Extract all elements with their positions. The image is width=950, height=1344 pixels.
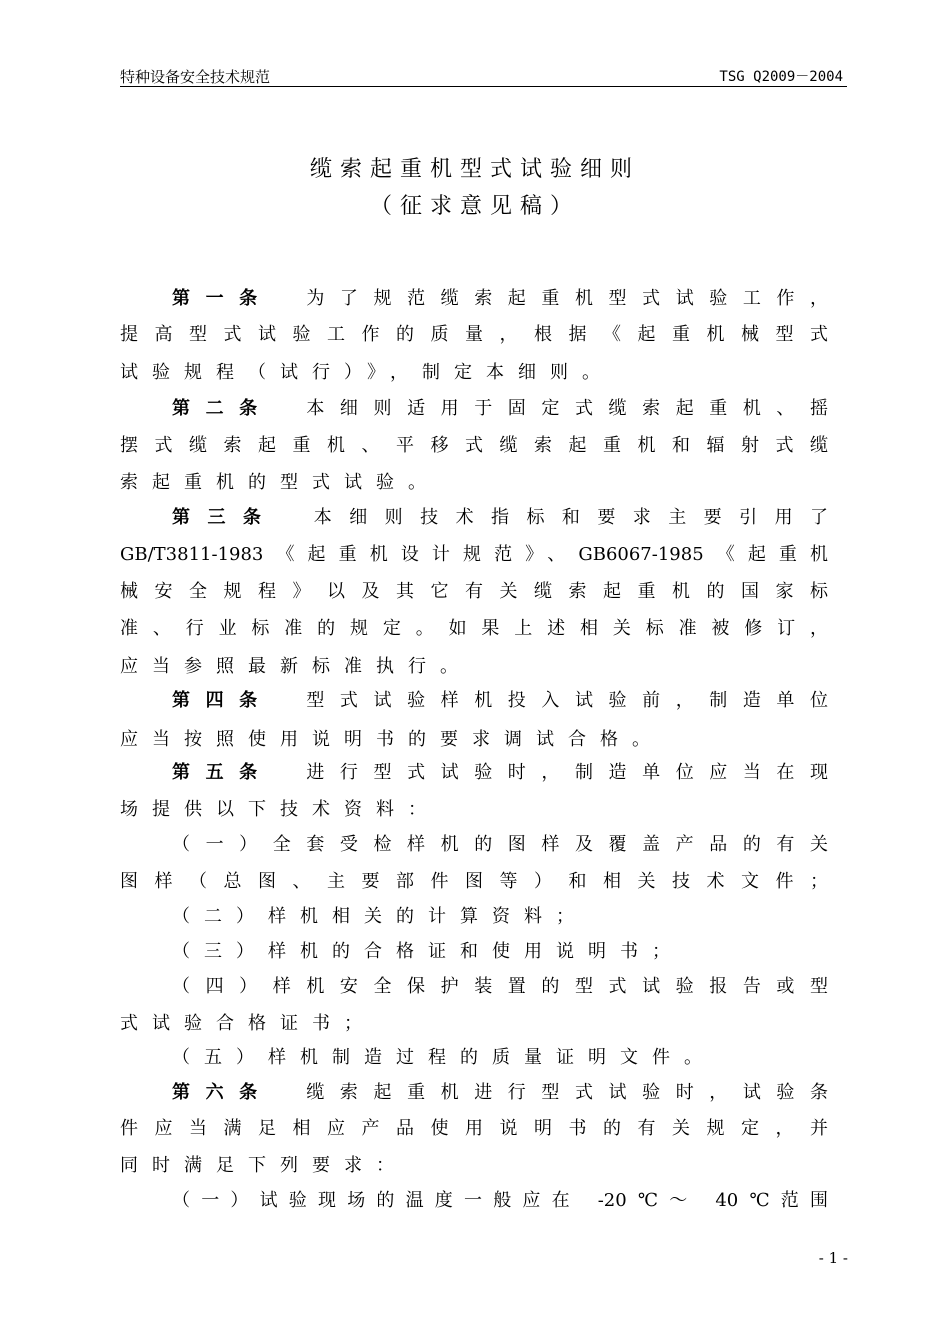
body-line: 第六条 缆索起重机进行型式试验时，试验条 bbox=[172, 1082, 829, 1103]
body-line: 第三条 本细则技术指标和要求主要引用了 bbox=[172, 507, 829, 528]
article-number: 第四条 bbox=[172, 690, 273, 711]
article-number: 第一条 bbox=[172, 288, 273, 309]
document-title: 缆索起重机型式试验细则 bbox=[309, 157, 640, 182]
article-number: 第六条 bbox=[172, 1082, 273, 1103]
body-line: 应当参照最新标准执行。 bbox=[120, 656, 472, 677]
body-line: 同时满足下列要求： bbox=[120, 1155, 408, 1176]
body-line: GB/T3811-1983《起重机设计规范》、GB6067-1985《起重机 bbox=[120, 544, 828, 565]
body-line: 第五条 进行型式试验时，制造单位应当在现 bbox=[172, 762, 829, 783]
document-subtitle: （征求意见稿） bbox=[369, 194, 580, 219]
body-line: （二）样机相关的计算资料； bbox=[172, 906, 588, 927]
body-line: 件应当满足相应产品使用说明书的有关规定，并 bbox=[120, 1118, 828, 1139]
body-line: 试验规程（试行）》，制定本细则。 bbox=[120, 362, 614, 383]
body-line: 提高型式试验工作的质量，根据《起重机械型式 bbox=[120, 324, 828, 345]
body-line: 摆式缆索起重机、平移式缆索起重机和辐射式缆 bbox=[120, 435, 828, 456]
article-number: 第三条 bbox=[172, 507, 279, 528]
page-number: - 1 - bbox=[818, 1249, 848, 1267]
article-number: 第五条 bbox=[172, 762, 273, 783]
body-line: 应当按照使用说明书的要求调试合格。 bbox=[120, 729, 664, 750]
body-line: 索起重机的型式试验。 bbox=[120, 472, 440, 493]
body-line: 第一条 为了规范缆索起重机型式试验工作， bbox=[172, 288, 829, 309]
article-number: 第二条 bbox=[172, 398, 273, 419]
body-line: 械安全规程》以及其它有关缆索起重机的国家标 bbox=[120, 581, 828, 602]
body-line: 图样（总图、主要部件图等）和相关技术文件； bbox=[120, 871, 828, 892]
body-line: 第二条 本细则适用于固定式缆索起重机、摇 bbox=[172, 398, 829, 419]
body-line: （五）样机制造过程的质量证明文件。 bbox=[172, 1047, 716, 1068]
page-header bbox=[120, 64, 847, 87]
body-line: 第四条 型式试验样机投入试验前，制造单位 bbox=[172, 690, 829, 711]
body-line: （一）试验现场的温度一般应在 -20℃～ 40℃范围 bbox=[172, 1190, 828, 1211]
body-line: （四）样机安全保护装置的型式试验报告或型 bbox=[172, 976, 828, 997]
header-doc-type: 特种设备安全技术规范 bbox=[120, 68, 271, 86]
body-line: （三）样机的合格证和使用说明书； bbox=[172, 941, 684, 962]
body-line: 准、行业标准的规定。如果上述相关标准被修订， bbox=[120, 618, 828, 639]
body-line: 场提供以下技术资料： bbox=[120, 799, 440, 820]
body-line: （一）全套受检样机的图样及覆盖产品的有关 bbox=[172, 834, 828, 855]
header-doc-code: TSG Q2009－2004 bbox=[719, 69, 843, 85]
body-line: 式试验合格证书； bbox=[120, 1013, 376, 1034]
